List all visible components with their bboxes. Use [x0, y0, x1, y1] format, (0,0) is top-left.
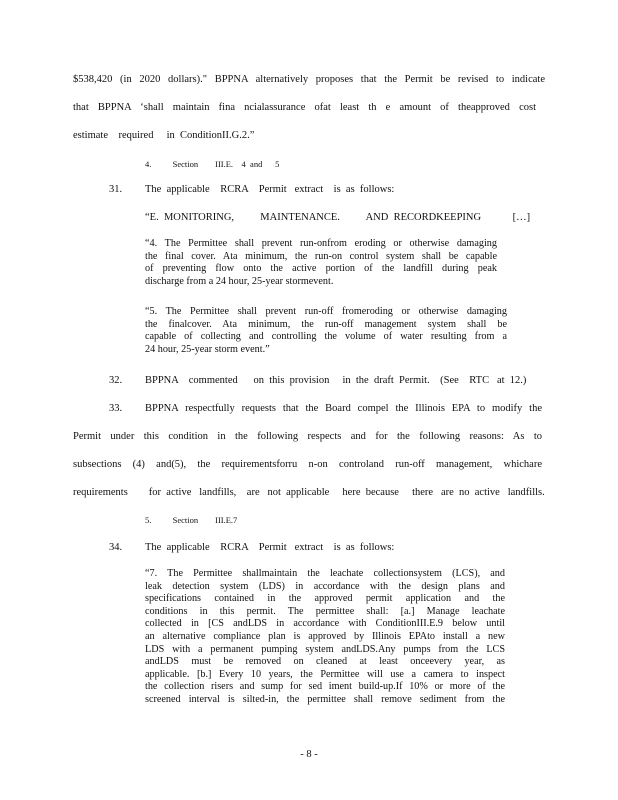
quote-line: LDS with a permanent pumping system andLDS.Any pumps from the LCS [145, 643, 505, 655]
body-text-line: $538,420 (in 2020 dollars)." BPPNA alternatively proposes that the Permit be revised to indicate [73, 74, 545, 85]
paragraph-text: subsections (4) and(5), the requirementsforru n-on controland run-off management, whichare [73, 459, 542, 470]
quote-line: “4. The Permittee shall prevent run-onfrom eroding or otherwise damaging [145, 238, 497, 249]
paragraph-number: 32. [109, 375, 123, 386]
section-heading: 5. Section III.E.7 [145, 515, 238, 525]
quote-line: collected in [CS andLDS in accordance with ConditionIII.E.9 below until [145, 618, 505, 630]
paragraph-number: 34. [109, 542, 123, 553]
section-heading: 4. Section III.E. 4 and 5 [145, 159, 280, 169]
paragraph-text: BPPNA respectfully requests that the Board compel the Illinois EPA to modify the [145, 403, 542, 414]
quote-line: leak detection system (LDS) in accordance with the design plans and [145, 580, 505, 592]
quote-line: of preventing flow onto the active portion of the landfill during peak [145, 263, 497, 275]
paragraph-text: The applicable RCRA Permit extract is as follows: [145, 542, 395, 553]
paragraph-text: requirements for active landfills, are not applicable here because there are no active landfills. [73, 487, 545, 498]
quote-line: capable of collecting and controlling the volume of water resulting from a [145, 331, 507, 343]
paragraph-text: BPPNA commented on this provision in the draft Permit. (See RTC at 12.) [145, 375, 527, 386]
quote-line: the final cover. Ata minimum, the run-on control system shall be capable [145, 250, 497, 262]
body-text-line: that BPPNA ‘shall maintain fina ncialassurance ofat least th e amount of theapproved cost [73, 102, 536, 113]
block-quote [145, 306, 507, 356]
quote-line: an alternative compliance plan is approved by Illinois EPAto install a new [145, 630, 505, 642]
page-number: - 8 - [300, 749, 318, 760]
quote-line: andLDS must be removed on cleaned at least onceevery year, as [145, 656, 505, 668]
quote-line: screened interval is silted-in, the permittee shall remove sediment from the [145, 693, 505, 705]
paragraph-number: 31. [109, 184, 123, 195]
quote-heading: “E. MONITORING, MAINTENANCE. AND RECORDKEEPING […] [145, 212, 531, 223]
block-quote [145, 238, 497, 288]
paragraph-text: Permit under this condition in the following respects and for the following reasons: As to [73, 431, 542, 442]
quote-line: discharge from a 24 hour, 25-year stormevent. [145, 275, 334, 287]
quote-line: 24 hour, 25-year storm event.” [145, 343, 270, 355]
quote-line: “7. The Permittee shallmaintain the leachate collectionsystem (LCS), and [145, 568, 505, 579]
quote-line: “5. The Permittee shall prevent run-off fromeroding or otherwise damaging [145, 306, 507, 317]
quote-line: specifications contained in the approved permit application and the [145, 593, 505, 605]
quote-line: the collection risers and sump for sed iment build-up.If 10% or more of the [145, 681, 505, 693]
body-text-line: estimate required in ConditionII.G.2.” [73, 130, 255, 141]
quote-line: applicable. [b.] Every 10 years, the Permittee will use a camera to inspect [145, 668, 505, 680]
paragraph-number: 33. [109, 403, 123, 414]
quote-line: conditions in this permit. The permittee shall: [a.] Manage leachate [145, 605, 505, 617]
quote-line: the finalcover. Ata minimum, the run-off management system shall be [145, 318, 507, 330]
block-quote [145, 568, 505, 707]
paragraph-text: The applicable RCRA Permit extract is as follows: [145, 184, 395, 195]
